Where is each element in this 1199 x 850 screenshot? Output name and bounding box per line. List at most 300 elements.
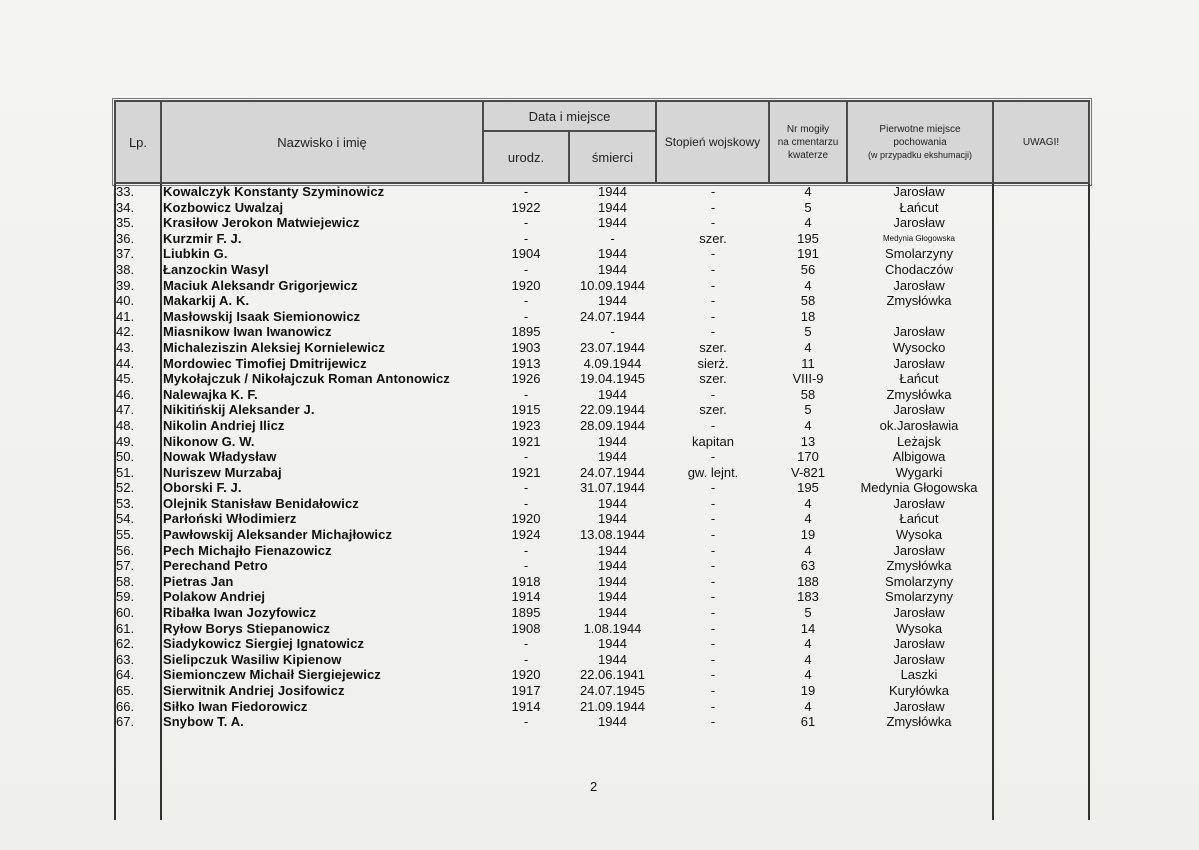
table-row [114,480,1090,496]
row-death: 1944 [598,199,627,215]
row-grave: 4 [804,667,812,683]
row-grave: 4 [804,698,812,714]
row-born: 1921 [511,433,541,449]
row-rank: - [710,605,716,621]
row-born: - [523,542,529,558]
row-rank: - [710,511,716,527]
row-lp: 65. [116,683,135,698]
row-born: - [523,558,529,574]
row-death: - [610,324,615,340]
row-rank: - [710,449,716,465]
row-grave: 61 [800,714,816,730]
row-death: 1944 [598,215,627,231]
row-grave: 191 [797,246,819,262]
row-lp: 42. [116,324,135,340]
row-name: Siadykowicz Siergiej Ignatowicz [163,636,365,652]
row-rank: - [710,698,716,714]
row-born: - [523,215,529,231]
row-lp: 33. [116,184,135,199]
row-place: Jarosław [893,215,945,231]
row-born: - [523,386,529,402]
row-place: Jarosław [893,698,945,714]
header-grave-line1: Nr mogiły [786,123,830,135]
row-grave: 13 [800,433,816,449]
table-row [114,246,1090,262]
row-lp: 58. [116,573,135,589]
row-rank: szer. [699,371,727,387]
table-row [114,184,1090,200]
table-row [114,543,1090,559]
row-born: - [523,636,529,652]
row-rank: - [710,277,716,293]
row-born: - [523,308,529,324]
row-name: Makarkij A. K. [163,293,250,309]
row-place: Wygarki [895,464,943,480]
row-born: 1895 [511,324,541,340]
row-born: - [523,651,529,667]
row-grave: 188 [797,573,819,589]
row-lp: 48. [116,417,135,433]
row-lp: 47. [116,402,135,418]
table-header [114,100,1090,184]
row-born: 1920 [511,511,541,527]
row-name: Nikolin Andriej Ilicz [163,417,285,433]
table-row [114,200,1090,216]
row-place: ok.Jarosławia [879,417,959,433]
row-name: Kowalczyk Konstanty Szyminowicz [163,184,385,199]
row-name: Ryłow Borys Stiepanowicz [163,620,331,636]
header-original-place [848,102,994,182]
table-row [114,418,1090,434]
row-grave: 14 [800,620,816,636]
row-lp: 41. [116,308,135,324]
row-name: Oborski F. J. [163,480,242,496]
row-born: 1920 [511,667,541,683]
row-grave: 4 [804,277,812,293]
table-row [114,278,1090,294]
row-death: 1944 [598,558,627,574]
row-grave: 56 [800,261,816,277]
row-rank: szer. [699,402,727,418]
row-lp: 38. [116,261,135,277]
table-row [114,511,1090,527]
row-death: 1944 [598,573,627,589]
row-born: 1903 [511,339,541,355]
row-place: Jarosław [893,651,945,667]
table-row [114,621,1090,637]
row-death: 1944 [598,714,627,730]
row-death: 1944 [598,605,627,621]
row-born: 1908 [511,620,541,636]
row-place: Zmysłówka [886,714,952,730]
table-row [114,652,1090,668]
row-rank: - [710,527,716,543]
row-grave: 58 [800,293,816,309]
row-name: Nikitińskij Aleksander J. [163,402,315,418]
row-place: Kuryłówka [889,683,949,698]
row-grave: 4 [804,215,812,231]
row-death: 1944 [598,589,627,605]
row-name: Snybow T. A. [163,714,244,730]
row-grave: 5 [804,605,812,621]
row-born: 1924 [511,527,541,543]
row-name: Liubkin G. [163,246,228,262]
row-born: - [523,714,529,730]
row-born: 1904 [511,246,541,262]
row-rank: - [710,636,716,652]
row-name: Nowak Władysław [163,449,277,465]
row-place: Zmysłówka [886,386,952,402]
row-name: Siemionczew Michaił Siergiejewicz [163,667,381,683]
row-grave: 5 [804,324,812,340]
row-place: Łańcut [899,511,939,527]
row-death: 24.07.1945 [579,683,646,698]
row-born: 1921 [511,464,541,480]
table-row [114,215,1090,231]
row-born: 1915 [511,402,541,418]
row-rank: - [710,324,716,340]
row-lp: 40. [116,293,135,309]
row-grave: 19 [800,683,816,698]
row-lp: 63. [116,651,135,667]
row-born: 1913 [511,355,541,371]
row-grave: 170 [797,449,819,465]
table-row [114,434,1090,450]
row-name: Polakow Andriej [163,589,266,605]
row-rank: - [710,246,716,262]
row-place: Jarosław [893,184,945,199]
row-name: Krasiłow Jerokon Matwiejewicz [163,215,360,231]
row-death: 19.04.1945 [579,371,646,387]
row-name: Nalewajka K. F. [163,386,258,402]
row-rank: - [710,480,716,496]
row-place: Laszki [900,667,938,683]
row-death: 24.07.1944 [579,308,646,324]
row-born: - [523,184,529,199]
row-grave: V-821 [791,464,825,480]
table-row [114,465,1090,481]
row-rank: - [710,542,716,558]
row-death: 1.08.1944 [583,620,642,636]
row-death: 10.09.1944 [579,277,646,293]
row-grave: 58 [800,386,816,402]
page-number: 2 [590,779,598,794]
row-rank: - [710,667,716,683]
row-born: 1922 [511,199,541,215]
header-date-group [484,102,657,132]
row-lp: 51. [116,464,135,480]
table-row [114,605,1090,621]
row-death: 1944 [598,636,627,652]
row-rank: - [710,215,716,231]
header-date-group-label: Data i miejsce [528,108,611,124]
row-rank: - [710,651,716,667]
row-place [847,309,991,325]
row-born: 1914 [511,698,541,714]
row-place: Jarosław [893,324,945,340]
row-grave: 195 [797,480,819,496]
header-orig-line1: Pierwotne miejsce [879,123,961,135]
row-death: - [610,230,615,246]
row-death: 21.09.1944 [579,698,646,714]
header-death [570,132,657,182]
row-rank: - [710,714,716,730]
row-lp: 67. [116,714,135,730]
row-lp: 57. [116,558,135,574]
row-name: Łanzockin Wasyl [163,261,269,277]
row-grave: 4 [804,417,812,433]
row-rank: - [710,620,716,636]
row-born: 1918 [511,573,541,589]
row-born: 1917 [511,683,541,698]
table-row [114,589,1090,605]
row-death: 1944 [598,495,627,511]
row-name: Miasnikow Iwan Iwanowicz [163,324,332,340]
table-row [114,667,1090,683]
row-grave: 18 [800,308,816,324]
row-rank: szer. [699,339,727,355]
table-body [114,184,1090,730]
row-place: Jarosław [893,605,945,621]
row-grave: 19 [800,527,816,543]
row-death: 28.09.1944 [579,417,646,433]
row-rank: kapitan [692,433,734,449]
table-row [114,683,1090,699]
row-grave: 11 [801,355,815,371]
table-row [114,356,1090,372]
row-lp: 36. [116,230,135,246]
table-row [114,699,1090,715]
row-place: Jarosław [893,542,945,558]
row-name: Ribałka Iwan Jozyfowicz [163,605,317,621]
header-grave-line2: na cmentarzu [777,136,839,148]
row-lp: 62. [116,636,135,652]
row-place: Jarosław [893,495,945,511]
row-lp: 56. [116,542,135,558]
row-name: Masłowskij Isaak Siemionowicz [163,308,361,324]
row-death: 1944 [598,651,627,667]
row-place: Wysoka [895,620,943,636]
row-death: 24.07.1944 [579,464,646,480]
row-rank: - [710,199,716,215]
row-death: 22.06.1941 [579,667,646,683]
row-rank: szer. [699,230,727,246]
row-death: 13.08.1944 [579,527,646,543]
row-grave: 5 [804,199,812,215]
row-rank: - [710,184,716,199]
table-row [114,262,1090,278]
header-remarks [994,102,1088,182]
row-rank: - [710,386,716,402]
row-place: Smolarzyny [885,573,953,589]
row-grave: 4 [804,339,812,355]
row-born: 1895 [511,605,541,621]
row-lp: 46. [116,386,135,402]
row-name: Parłoński Włodimierz [163,511,297,527]
row-grave: 4 [804,495,812,511]
row-name: Pawłowskij Aleksander Michajłowicz [163,527,393,543]
row-born: - [523,230,529,246]
row-born: 1914 [511,589,541,605]
table-row [114,402,1090,418]
row-death: 1944 [598,511,627,527]
row-death: 23.07.1944 [579,339,646,355]
row-lp: 54. [116,511,135,527]
row-lp: 43. [116,339,135,355]
row-place: Jarosław [893,277,945,293]
row-death: 22.09.1944 [579,402,646,418]
row-place: Smolarzyny [885,589,953,605]
row-name: Pech Michajło Fienazowicz [163,542,332,558]
row-lp: 66. [116,698,135,714]
header-born [484,132,570,182]
row-death: 1944 [598,246,627,262]
row-place: Wysoka [895,527,943,543]
table-row [114,558,1090,574]
row-lp: 55. [116,527,135,543]
row-place: Wysocko [892,339,946,355]
row-name: Kozbowicz Uwalzaj [163,199,284,215]
row-grave: 4 [804,636,812,652]
row-name: Kurzmir F. J. [163,230,242,246]
header-grave-line3: kwaterze [787,149,828,161]
header-death-label: śmierci [591,149,634,165]
burial-table [114,100,1090,730]
row-rank: - [710,417,716,433]
row-death: 1944 [598,449,627,465]
row-name: Olejnik Stanisław Benidałowicz [163,495,359,511]
row-place: Chodaczów [885,261,953,277]
row-place: Medynia Głogowska [860,480,978,496]
row-born: 1926 [511,371,541,387]
row-place: Medynia Głogowska [882,233,956,243]
row-lp: 45. [116,371,135,387]
row-lp: 60. [116,605,135,621]
table-row [114,636,1090,652]
table-row [114,496,1090,512]
header-name [162,102,484,182]
row-grave: VIII-9 [792,371,824,387]
row-grave: 5 [804,402,812,418]
table-row [114,231,1090,247]
table-row [114,714,1090,730]
row-rank: - [710,293,716,309]
row-place: Łańcut [899,371,939,387]
table-row [114,340,1090,356]
row-place: Zmysłówka [886,558,952,574]
row-lp: 49. [116,433,135,449]
row-grave: 4 [804,542,812,558]
row-name: Nuriszew Murzabaj [163,464,282,480]
row-death: 1944 [598,293,627,309]
row-rank: - [710,573,716,589]
row-lp: 64. [116,667,135,683]
table-row [114,527,1090,543]
row-place: Łańcut [899,199,939,215]
row-name: Perechand Petro [163,558,268,574]
header-born-label: urodz. [507,149,545,165]
row-place: Jarosław [893,402,945,418]
row-name: Nikonow G. W. [163,433,255,449]
header-name-label: Nazwisko i imię [277,134,367,150]
table-row [114,387,1090,403]
row-name: Siłko Iwan Fiedorowicz [163,698,308,714]
row-born: - [523,293,529,309]
row-name: Sielipczuk Wasiliw Kipienow [163,651,342,667]
row-grave: 183 [797,589,819,605]
row-place: Leżajsk [896,433,942,449]
row-place: Jarosław [893,355,945,371]
row-lp: 59. [116,589,135,605]
table-row [114,371,1090,387]
row-name: Maciuk Aleksandr Grigorjewicz [163,277,358,293]
row-born: 1923 [511,417,541,433]
row-born: - [523,495,529,511]
table-row [114,574,1090,590]
table-row [114,449,1090,465]
row-rank: gw. lejnt. [687,464,739,480]
row-place: Albigowa [892,449,946,465]
table-row [114,309,1090,325]
row-lp: 37. [116,246,135,262]
row-rank: - [710,495,716,511]
row-lp: 61. [116,620,135,636]
row-lp: 53. [116,495,135,511]
header-orig-line3: (w przypadku ekshumacji) [867,149,973,160]
header-rank-label: Stopień wojskowy [664,135,761,149]
row-place: Zmysłówka [886,293,952,309]
row-death: 1944 [598,386,627,402]
row-born: - [523,480,529,496]
row-rank: - [710,261,716,277]
row-born: - [523,261,529,277]
row-place: Jarosław [893,636,945,652]
table-row [114,293,1090,309]
header-lp-label: Lp. [128,134,148,150]
row-name: Pietras Jan [163,573,234,589]
row-grave: 4 [804,651,812,667]
row-grave: 63 [800,558,816,574]
row-lp: 35. [116,215,135,231]
row-lp: 34. [116,199,135,215]
row-born: - [523,449,529,465]
row-name: Mykołajczuk / Nikołajczuk Roman Antonowicz [163,371,450,387]
row-death: 1944 [598,542,627,558]
row-death: 1944 [598,433,627,449]
row-lp: 52. [116,480,135,496]
row-lp: 50. [116,449,135,465]
row-death: 4.09.1944 [583,355,642,371]
row-rank: - [710,683,716,698]
row-death: 1944 [598,184,627,199]
row-lp: 39. [116,277,135,293]
row-grave: 4 [804,511,812,527]
row-name: Mordowiec Timofiej Dmitrijewicz [163,355,367,371]
row-name: Sierwitnik Andriej Josifowicz [163,683,345,698]
header-rank [657,102,770,182]
row-rank: - [710,308,716,324]
row-name: Michaleziszin Aleksiej Kornielewicz [163,339,385,355]
row-grave: 4 [804,184,812,199]
header-grave [770,102,848,182]
header-lp [116,102,162,182]
row-rank: sierż. [697,355,729,371]
row-rank: - [710,558,716,574]
row-death: 1944 [598,261,627,277]
row-born: 1920 [511,277,541,293]
row-death: 31.07.1944 [579,480,646,496]
row-lp: 44. [116,355,135,371]
